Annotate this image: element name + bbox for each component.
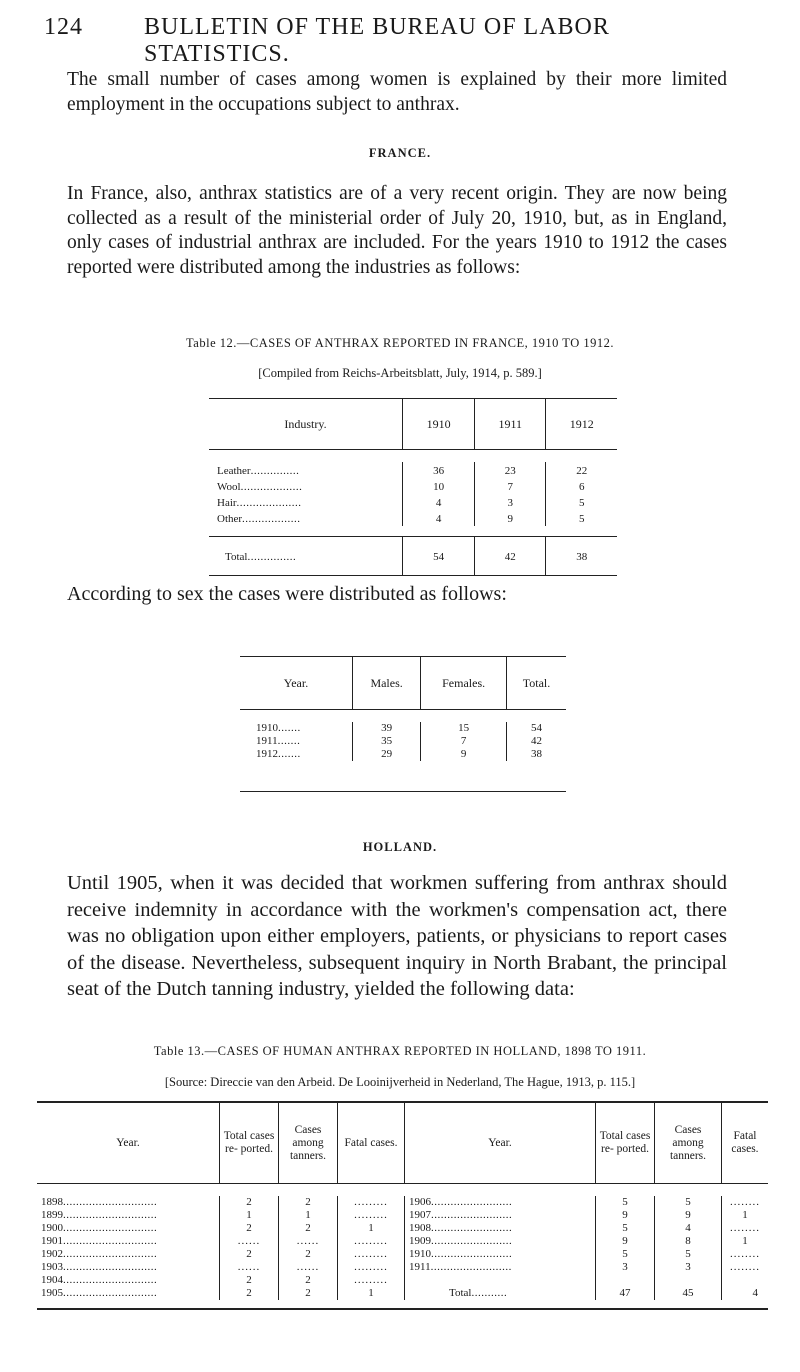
table-cell: 2 [279, 1196, 338, 1209]
table-cell: 23 [475, 462, 546, 478]
table-cell: 1 [338, 1222, 405, 1235]
table-cell: ...... [220, 1261, 279, 1274]
table-cell: 47 [596, 1287, 655, 1300]
intro-paragraph: The small number of cases among women is explained by their more limited employment in the occupations subject to anthrax. [67, 69, 727, 115]
table12-header: 1912 [546, 399, 617, 450]
table-total-row: Total............... 54 42 38 [209, 537, 617, 576]
table13-header: Cases among tanners. [655, 1102, 722, 1184]
table13-caption: Table 13.—CASES OF HUMAN ANTHRAX REPORTED IN HOLLAND, 1898 TO 1911. [153, 1044, 647, 1058]
sex-table-header: Females. [421, 657, 507, 710]
france-paragraph: In France, also, anthrax statistics are of a very recent origin. They are now being collected as a result of the ministerial order of July 20, 1910, but, as in England, only cases of industrial anthrax are included. For the years 1910 to 1912 the cases reported were distributed among the industries as follows: [67, 183, 727, 278]
table-row: 1905............................. 2 2 1 Total........... 47 45 4 [37, 1287, 768, 1300]
table-cell: 4 [403, 494, 475, 510]
table13-header: Cases among tanners. [279, 1102, 338, 1184]
table13-header: Total cases re- ported. [596, 1102, 655, 1184]
table-cell: ........ [722, 1222, 769, 1235]
table-cell: 35 [353, 735, 421, 748]
row-year: 1904 [41, 1274, 63, 1286]
table-cell: 38 [507, 748, 566, 761]
table13 [37, 1101, 768, 1310]
page-number: 124 [44, 14, 83, 40]
table-cell: 8 [655, 1235, 722, 1248]
table-cell: 1 [338, 1287, 405, 1300]
row-label: Hair [217, 497, 237, 509]
table-cell: 4 [655, 1222, 722, 1235]
table-cell: 5 [596, 1222, 655, 1235]
table-row: Other.................. 4 9 5 [209, 510, 617, 526]
table12-source: [Compiled from Reichs-Arbeitsblatt, July, 1914, p. 589.] [258, 366, 542, 380]
sex-table [240, 656, 566, 792]
table-cell: 2 [220, 1274, 279, 1287]
table-row: 1898............................. 2 2 ......... 1906......................... 5 5 ........ [37, 1196, 768, 1209]
table-row: 1910....... 39 15 54 [240, 722, 566, 735]
table-cell: ......... [338, 1248, 405, 1261]
table-cell: 7 [475, 478, 546, 494]
table-cell: ........ [722, 1261, 769, 1274]
section-heading-france: FRANCE. [368, 146, 432, 160]
table-row: 1900............................. 2 2 1 1908......................... 5 4 ........ [37, 1222, 768, 1235]
table-cell: 1 [722, 1209, 769, 1222]
sex-table-header-row [240, 657, 566, 710]
table-cell: 5 [596, 1248, 655, 1261]
table-cell: 9 [421, 748, 507, 761]
table13-header: Total cases re- ported. [220, 1102, 279, 1184]
table-row: Leather............... 36 23 22 [209, 462, 617, 478]
row-label: 1911 [256, 735, 278, 747]
table13-header: Year. [37, 1102, 220, 1184]
row-year: 1911 [409, 1261, 431, 1273]
table-cell: 42 [475, 537, 546, 576]
table-cell: 54 [507, 722, 566, 735]
table-cell: 42 [507, 735, 566, 748]
row-label: 1912 [256, 748, 278, 760]
table12-header: 1910 [403, 399, 475, 450]
table-cell: 36 [403, 462, 475, 478]
sex-table-header: Year. [240, 657, 353, 710]
table-cell: 4 [403, 510, 475, 526]
table-cell: 9 [596, 1209, 655, 1222]
table-cell: 9 [475, 510, 546, 526]
row-year: 1905 [41, 1287, 63, 1299]
table-cell: 1 [220, 1209, 279, 1222]
table12-caption: Table 12.—CASES OF ANTHRAX REPORTED IN FRANCE, 1910 TO 1912. [186, 336, 614, 350]
row-year: 1902 [41, 1248, 63, 1260]
row-year: 1910 [409, 1248, 431, 1260]
table-cell: ......... [338, 1235, 405, 1248]
table-row: 1902............................. 2 2 ......... 1910......................... 5 5 ........ [37, 1248, 768, 1261]
table-cell: 38 [546, 537, 617, 576]
running-title: BULLETIN OF THE BUREAU OF LABOR STATISTICS. [144, 14, 610, 67]
table-cell: 4 [722, 1287, 769, 1300]
table-cell: 9 [655, 1209, 722, 1222]
table-cell: 7 [421, 735, 507, 748]
table-cell: 5 [655, 1248, 722, 1261]
table12-header: Industry. [209, 399, 403, 450]
row-year: 1901 [41, 1235, 63, 1247]
table-cell: ......... [338, 1274, 405, 1287]
table-row: 1904............................. 2 2 ......... [37, 1274, 768, 1287]
table-row: 1912....... 29 9 38 [240, 748, 566, 761]
sex-table-header: Males. [353, 657, 421, 710]
row-year: 1906 [409, 1196, 431, 1208]
row-year: 1903 [41, 1261, 63, 1273]
holland-paragraph: Until 1905, when it was decided that workmen suffering from anthrax should receive indemnity in accordance with the workmen's compensation act, there was no obligation upon either employers, patients, or physicians to report cases of the disease. Nevertheless, subsequent inquiry in North Brabant, the principal seat of the Dutch tanning industry, yielded the following data: [67, 872, 727, 1000]
table-cell: 2 [279, 1222, 338, 1235]
row-year: 1909 [409, 1235, 431, 1247]
table-cell: 22 [546, 462, 617, 478]
table-cell: ...... [279, 1235, 338, 1248]
table12-header: 1911 [475, 399, 546, 450]
table-cell: 54 [403, 537, 475, 576]
table-cell: 15 [421, 722, 507, 735]
table13-header-row [37, 1102, 768, 1184]
table-cell: 29 [353, 748, 421, 761]
table12 [209, 398, 617, 576]
row-year: 1899 [41, 1209, 63, 1221]
sex-paragraph: According to sex the cases were distributed as follows: [67, 583, 507, 605]
table-cell: 2 [220, 1248, 279, 1261]
table-cell: ...... [279, 1261, 338, 1274]
table13-source: [Source: Direccie van den Arbeid. De Looinijverheid in Nederland, The Hague, 1913, p. 115.] [164, 1075, 636, 1089]
total-label: Total [225, 551, 248, 563]
row-label: Other [217, 513, 243, 525]
row-year: 1908 [409, 1222, 431, 1234]
table-cell: 6 [546, 478, 617, 494]
table-cell: 2 [220, 1287, 279, 1300]
row-year: 1900 [41, 1222, 63, 1234]
table-cell: 2 [220, 1222, 279, 1235]
table-cell: 2 [220, 1196, 279, 1209]
table-cell: ...... [220, 1235, 279, 1248]
table-cell: 3 [475, 494, 546, 510]
table-cell: 3 [655, 1261, 722, 1274]
row-year: 1898 [41, 1196, 63, 1208]
table13-header: Fatal cases. [722, 1102, 769, 1184]
table13-header: Year. [405, 1102, 596, 1184]
table-cell: 5 [596, 1196, 655, 1209]
table-cell: 9 [596, 1235, 655, 1248]
table-cell: 1 [279, 1209, 338, 1222]
row-label: 1910 [256, 722, 278, 734]
row-label: Leather [217, 465, 251, 477]
row-label: Wool [217, 481, 241, 493]
table-cell: 2 [279, 1287, 338, 1300]
table-cell: 1 [722, 1235, 769, 1248]
sex-table-header: Total. [507, 657, 566, 710]
table-cell: 3 [596, 1261, 655, 1274]
row-year: 1907 [409, 1209, 431, 1221]
table-cell: 10 [403, 478, 475, 494]
table-cell: 5 [655, 1196, 722, 1209]
table-row: Hair.................... 4 3 5 [209, 494, 617, 510]
table12-header-row [209, 399, 617, 450]
table-cell: ........ [722, 1248, 769, 1261]
table-row: 1899............................. 1 1 ......... 1907......................... 9 9 1 [37, 1209, 768, 1222]
table-cell: 2 [279, 1274, 338, 1287]
table-cell: 2 [279, 1248, 338, 1261]
table13-header: Fatal cases. [338, 1102, 405, 1184]
table-cell: 39 [353, 722, 421, 735]
table-cell: ......... [338, 1209, 405, 1222]
section-heading-holland: HOLLAND. [362, 840, 438, 854]
table-cell: ........ [722, 1196, 769, 1209]
table-cell: 5 [546, 510, 617, 526]
table-row: 1903............................. ...... ...... ......... 1911......................... 3 3 ........ [37, 1261, 768, 1274]
table-cell: 5 [546, 494, 617, 510]
table-row: 1901............................. ...... ...... ......... 1909......................... 9 8 1 [37, 1235, 768, 1248]
total-label: Total [449, 1287, 472, 1299]
table-row: 1911....... 35 7 42 [240, 735, 566, 748]
table-cell: ......... [338, 1196, 405, 1209]
table-row: Wool................... 10 7 6 [209, 478, 617, 494]
table-cell: 45 [655, 1287, 722, 1300]
table-cell: ......... [338, 1261, 405, 1274]
